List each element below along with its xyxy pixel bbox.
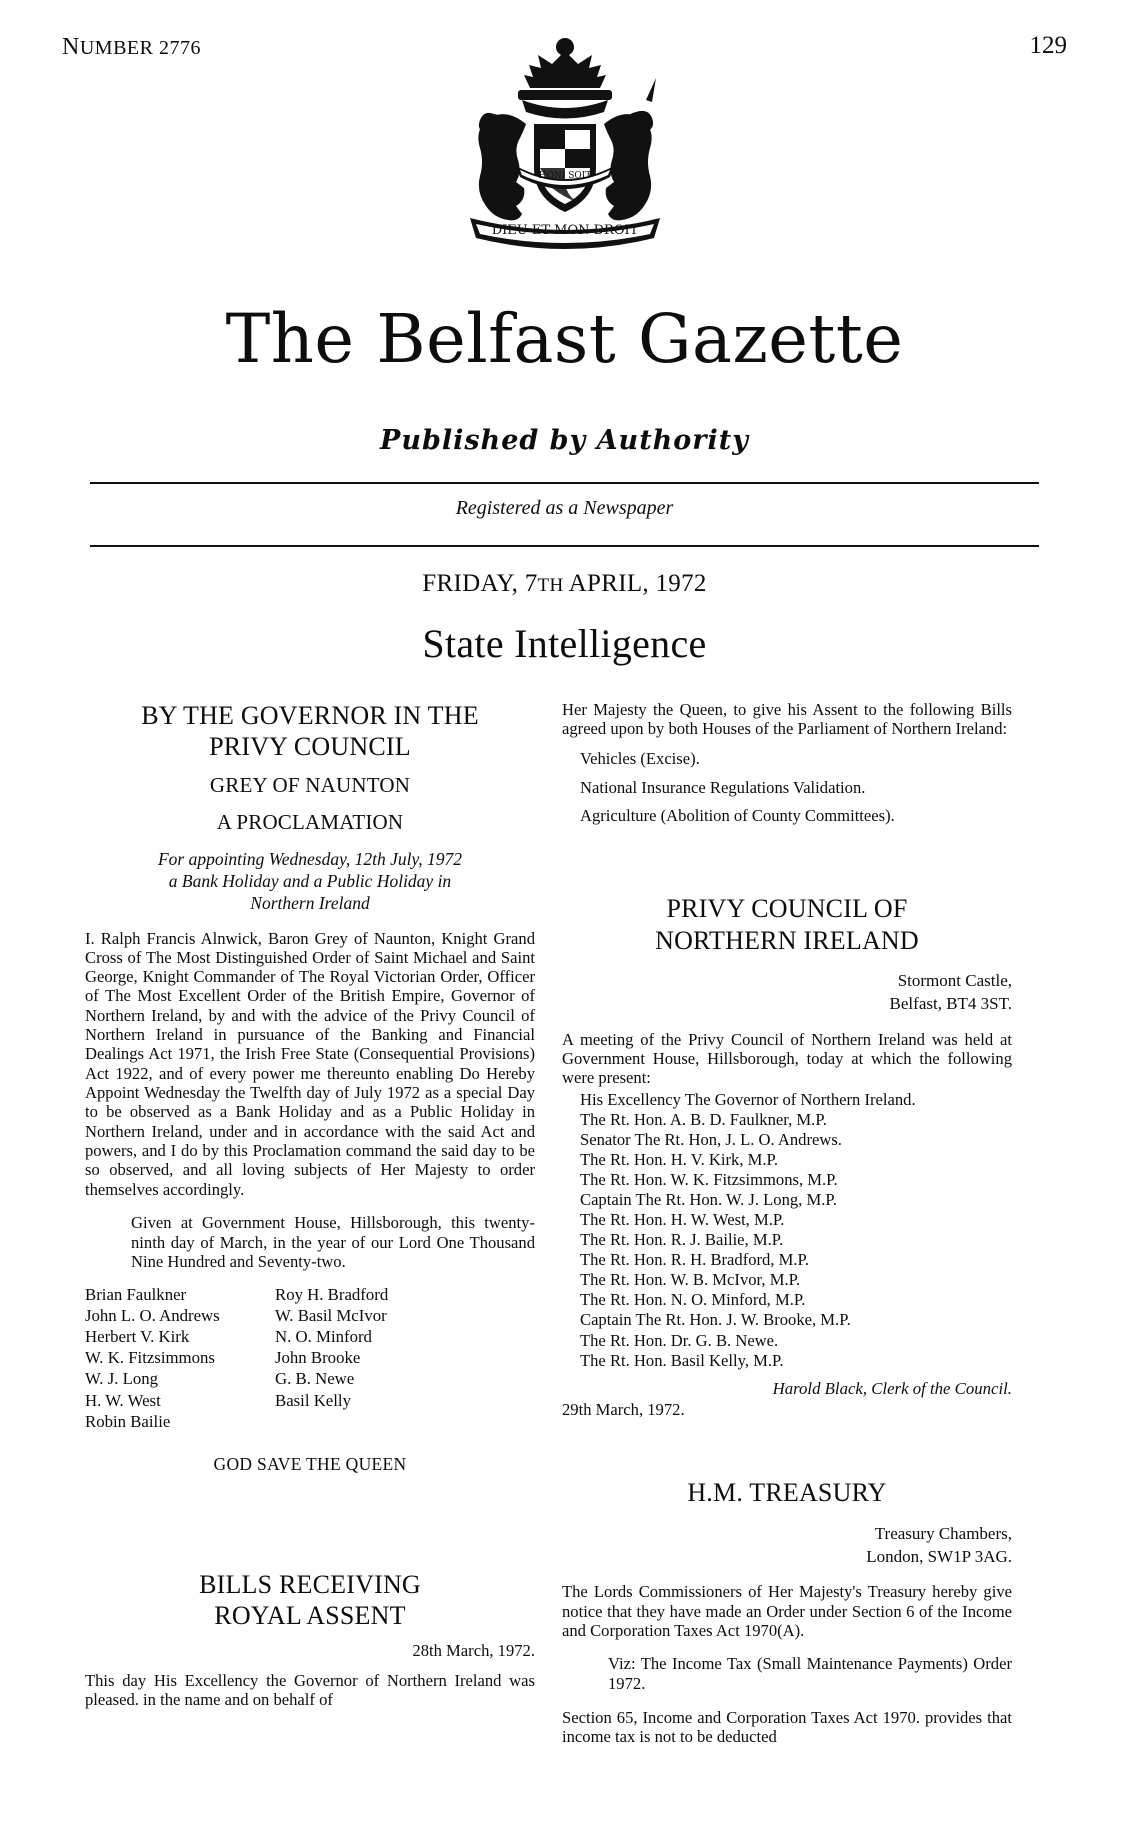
proclamation-subheading: A PROCLAMATION: [216, 809, 404, 834]
issue-date: [0, 570, 1129, 598]
governor-name: GREY OF NAUNTON: [209, 773, 411, 798]
assent-bill-list: [562, 749, 1012, 827]
list-item: His Excellency The Governor of Northern Ireland.: [580, 1089, 916, 1109]
bills-date: 28th March, 1972.: [412, 1640, 535, 1660]
list-item: Agriculture (Abolition of County Committees).: [580, 806, 895, 826]
column-spacer: [85, 1474, 535, 1569]
privy-council-address: [562, 970, 1012, 1016]
proclamation-block: [85, 700, 535, 1474]
divider-bottom: [90, 545, 1039, 547]
royal-coat-of-arms-icon: [430, 28, 700, 268]
list-item: Captain The Rt. Hon. J. W. Brooke, M.P.: [580, 1310, 851, 1330]
column-spacer: [562, 835, 1012, 893]
treasury-address-line1: Treasury Chambers,: [874, 1523, 1012, 1543]
list-item: The Rt. Hon. H. W. West, M.P.: [580, 1210, 785, 1230]
issue-date-ordinal: TH: [537, 575, 564, 596]
list-item: The Rt. Hon. Dr. G. B. Newe.: [580, 1330, 779, 1350]
treasury-body-2: Viz: The Income Tax (Small Maintenance Payments) Order 1972.: [608, 1654, 1012, 1694]
list-item: The Rt. Hon. W. K. Fitzsimmons, M.P.: [580, 1169, 838, 1189]
clerk-signature: Harold Black, Clerk of the Council.: [772, 1378, 1012, 1398]
signatories-column-2: [275, 1284, 475, 1432]
signatory: W. J. Long: [85, 1369, 159, 1389]
bills-heading-line1: BILLS RECEIVING: [199, 1570, 421, 1600]
privy-council-address-line2: Belfast, BT4 3ST.: [889, 993, 1012, 1013]
registered-as-newspaper: Registered as a Newspaper: [455, 497, 674, 519]
issue-date-rest: APRIL, 1972: [563, 570, 707, 597]
proclamation-purpose-line3: Northern Ireland: [250, 892, 370, 913]
signatory: G. B. Newe: [275, 1369, 355, 1389]
signatory: H. W. West: [85, 1390, 161, 1410]
issue-date-main: FRIDAY, 7: [422, 570, 538, 597]
proclamation-heading: [85, 700, 535, 762]
issue-number: [62, 34, 201, 61]
signatory: Robin Bailie: [85, 1411, 171, 1431]
issue-number-label: UMBER 2776: [79, 37, 201, 59]
treasury-body-1: The Lords Commissioners of Her Majesty's Treasury hereby give notice that they have made an Order under Section 6 of the Income and Corporation Taxes Act 1970(A).: [562, 1582, 1012, 1641]
list-item: Vehicles (Excise).: [580, 748, 700, 768]
right-column: [562, 700, 1012, 1746]
privy-council-date: 29th March, 1972.: [562, 1400, 685, 1420]
list-item: Senator The Rt. Hon, J. L. O. Andrews.: [580, 1129, 842, 1149]
signatory: John L. O. Andrews: [85, 1305, 220, 1325]
proclamation-body: I. Ralph Francis Alnwick, Baron Grey of Naunton, Knight Grand Cross of The Most Distinguished Order of Saint Michael and Saint George, Knight Commander of The Royal Victorian Order, Officer of The Most Excellent Order of the British Empire, Governor of Northern Ireland, by and with the advice of the Privy Council of Northern Ireland in pursuance of the Banking and Financial Dealings Act 1971, the Irish Free State (Consequential Provisions) Act 1922, and of every power me thereunto enabling Do Hereby Appoint Wednesday the Twelfth day of July 1972 as a special Day to be observed as a Bank Holiday and as a Public Holiday in Northern Ireland, under and in accordance with the said Act and powers, and I do by this Proclamation command the said day to be so observed, and all loving subjects of Her Majesty to order themselves accordingly.: [85, 928, 535, 1199]
bills-body: This day His Excellency the Governor of Northern Ireland was pleased. in the name and on behalf of: [85, 1671, 535, 1710]
signatory: W. Basil McIvor: [275, 1305, 387, 1325]
god-save-the-queen: GOD SAVE THE QUEEN: [213, 1453, 407, 1474]
privy-council-address-line1: Stormont Castle,: [897, 970, 1012, 990]
svg-text:HONI SOIT: HONI SOIT: [538, 171, 591, 181]
proclamation-heading-line2: PRIVY COUNCIL: [209, 732, 411, 762]
bills-heading: [85, 1569, 535, 1631]
proclamation-heading-line1: BY THE GOVERNOR IN THE: [141, 701, 479, 730]
royal-assent-block: [562, 700, 1012, 826]
signatory: N. O. Minford: [275, 1327, 372, 1347]
privy-council-heading-line2: NORTHERN IRELAND: [655, 925, 919, 955]
privy-council-attendees: [562, 1090, 1012, 1371]
treasury-address: [562, 1523, 1012, 1569]
list-item: The Rt. Hon. Basil Kelly, M.P.: [580, 1350, 784, 1370]
section-title: State Intelligence: [422, 621, 707, 666]
list-item: The Rt. Hon. H. V. Kirk, M.P.: [580, 1149, 779, 1169]
divider-top: [90, 482, 1039, 484]
signatory: John Brooke: [275, 1348, 361, 1368]
proclamation-purpose-line2: a Bank Holiday and a Public Holiday in: [168, 870, 452, 891]
list-item: Captain The Rt. Hon. W. J. Long, M.P.: [580, 1190, 837, 1209]
column-spacer: [562, 1419, 1012, 1477]
published-by-authority: Published by Authority: [380, 425, 749, 456]
list-item: The Rt. Hon. R. H. Bradford, M.P.: [580, 1250, 810, 1270]
proclamation-purpose-line1: For appointing Wednesday, 12th July, 1972: [157, 848, 463, 869]
issue-number-initial: N: [62, 34, 80, 60]
signatory: Roy H. Bradford: [275, 1284, 389, 1304]
proclamation-given-at: Given at Government House, Hillsborough, this twenty-ninth day of March, in the year of our Lord One Thousand Nine Hundred and Seventy-two.: [131, 1213, 535, 1272]
list-item: National Insurance Regulations Validation.: [580, 777, 866, 797]
proclamation-purpose: [85, 849, 535, 915]
signatory: Basil Kelly: [275, 1390, 351, 1410]
privy-council-block: [562, 893, 1012, 1419]
bills-royal-assent-block: [85, 1569, 535, 1710]
left-column: [85, 700, 535, 1710]
list-item: The Rt. Hon. W. B. McIvor, M.P.: [580, 1270, 801, 1290]
svg-text:DIEU ET MON DROIT: DIEU ET MON DROIT: [491, 223, 638, 238]
privy-council-heading: [562, 893, 1012, 955]
signatory: Brian Faulkner: [85, 1284, 187, 1304]
signatory: Herbert V. Kirk: [85, 1327, 190, 1347]
page-number: 129: [1029, 32, 1067, 59]
privy-council-heading-line1: PRIVY COUNCIL OF: [666, 894, 908, 924]
treasury-heading: H.M. TREASURY: [687, 1478, 887, 1508]
gazette-title: The Belfast Gazette: [225, 300, 904, 378]
list-item: The Rt. Hon. A. B. D. Faulkner, M.P.: [580, 1109, 827, 1129]
signatory: W. K. Fitzsimmons: [85, 1348, 215, 1368]
treasury-body-3: Section 65, Income and Corporation Taxes Act 1970. provides that income tax is not to be deducted: [562, 1707, 1012, 1746]
treasury-address-line2: London, SW1P 3AG.: [866, 1546, 1012, 1566]
signatories: [85, 1284, 535, 1432]
list-item: The Rt. Hon. R. J. Bailie, M.P.: [580, 1230, 784, 1250]
list-item: The Rt. Hon. N. O. Minford, M.P.: [580, 1290, 806, 1310]
treasury-block: [562, 1477, 1012, 1746]
privy-council-body: A meeting of the Privy Council of Northern Ireland was held at Government House, Hillsborough, today at which the following were present:: [562, 1029, 1012, 1088]
bills-heading-line2: ROYAL ASSENT: [214, 1601, 406, 1631]
signatories-column-1: [85, 1284, 275, 1432]
assent-intro: Her Majesty the Queen, to give his Assent to the following Bills agreed upon by both Houses of the Parliament of Northern Ireland:: [562, 700, 1012, 739]
